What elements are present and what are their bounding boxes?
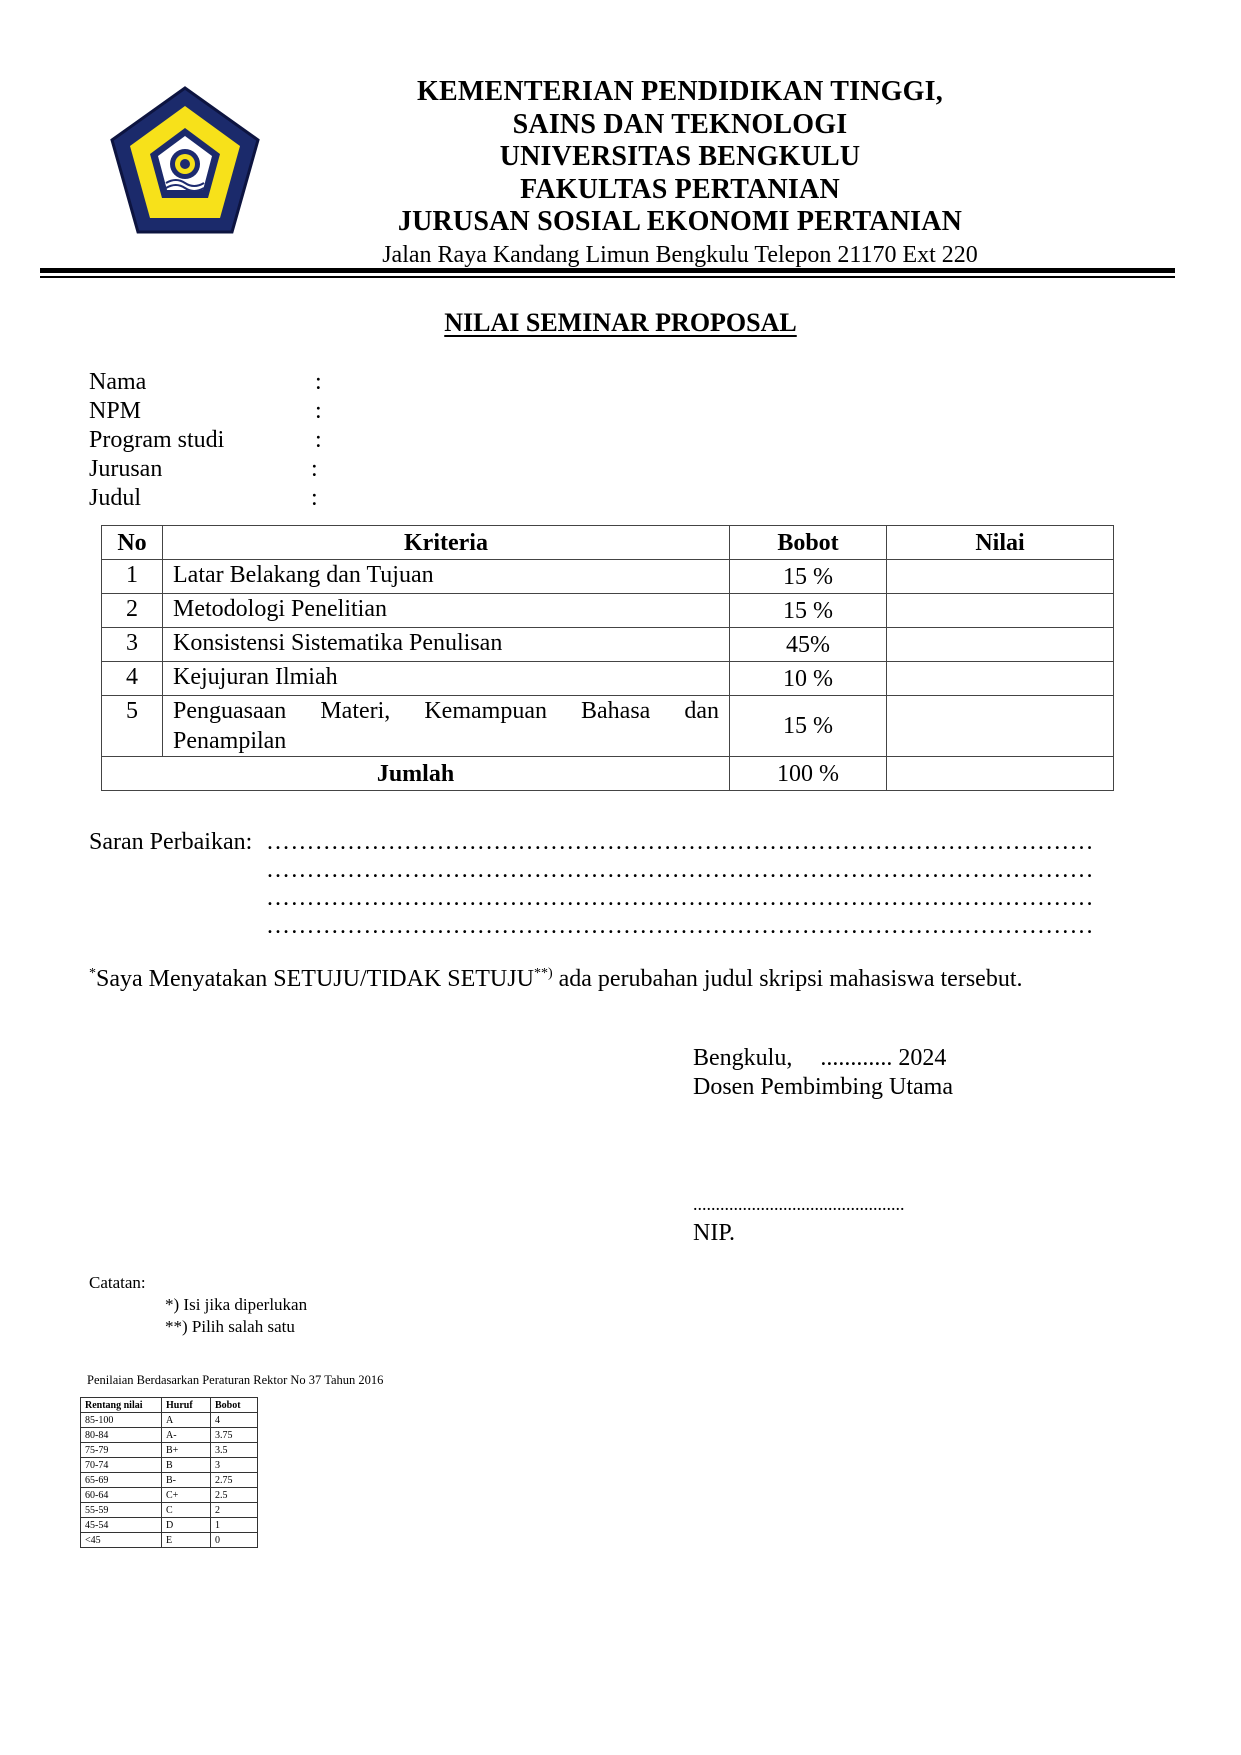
kriteria-line: Penampilan — [173, 728, 287, 754]
cell-kriteria: Konsistensi Sistematika Penulisan — [163, 628, 730, 662]
saran-dotted-line[interactable]: ………………………………………………………………………………………… — [266, 857, 1094, 883]
document-title-text: NILAI SEMINAR PROPOSAL — [444, 308, 797, 337]
date: ............ 2024 — [820, 1045, 947, 1071]
grading-cell: E — [162, 1533, 211, 1548]
grading-cell: 2.75 — [211, 1473, 258, 1488]
field-colon: : — [315, 427, 322, 453]
cell-nilai-input[interactable] — [887, 662, 1114, 696]
field-colon: : — [311, 456, 318, 482]
letterhead-line: FAKULTAS PERTANIAN — [520, 173, 840, 205]
grading-cell: 65-69 — [81, 1473, 162, 1488]
identity-row-judul — [89, 484, 449, 513]
grading-row — [81, 1428, 258, 1443]
note-item: **) Pilih salah satu — [165, 1317, 295, 1336]
notes — [89, 1272, 307, 1338]
grading-cell: C — [162, 1503, 211, 1518]
grading-cell: 80-84 — [81, 1428, 162, 1443]
grading-header-row — [81, 1398, 258, 1413]
field-colon: : — [311, 485, 318, 511]
signature-block — [693, 1044, 953, 1102]
cell-no: 5 — [102, 696, 163, 757]
cell-kriteria: Metodologi Penelitian — [163, 594, 730, 628]
place: Bengkulu, — [693, 1045, 793, 1071]
cell-no: 4 — [102, 662, 163, 696]
statement-text: ada perubahan judul skripsi mahasiswa tersebut. — [552, 966, 1023, 992]
grading-caption: Penilaian Berdasarkan Peraturan Rektor No 37 Tahun 2016 — [87, 1373, 384, 1387]
saran-label: Saran Perbaikan: — [89, 829, 253, 855]
cell-bobot: 15 % — [730, 560, 887, 594]
field-colon: : — [315, 369, 322, 395]
saran-dotted-line[interactable]: ………………………………………………………………………………………… — [266, 913, 1094, 939]
grading-row — [81, 1413, 258, 1428]
table-row — [102, 696, 1114, 757]
saran-row — [89, 884, 1094, 912]
letterhead-line: SAINS DAN TEKNOLOGI — [512, 108, 848, 140]
saran-row — [89, 912, 1094, 940]
table-header-row — [102, 526, 1114, 560]
cell-nilai-input[interactable] — [887, 560, 1114, 594]
statement-text: Saya Menyatakan SETUJU/TIDAK SETUJU — [96, 966, 534, 992]
grading-cell: 2 — [211, 1503, 258, 1518]
identity-row-npm — [89, 397, 449, 426]
total-nilai-input[interactable] — [887, 757, 1114, 791]
notes-title: Catatan: — [89, 1273, 146, 1292]
grading-row — [81, 1458, 258, 1473]
grading-cell: C+ — [162, 1488, 211, 1503]
header-nilai: Nilai — [887, 526, 1114, 560]
footnote-mark: * — [89, 966, 96, 981]
grading-row — [81, 1518, 258, 1533]
total-label: Jumlah — [102, 757, 730, 791]
grading-row — [81, 1488, 258, 1503]
grading-header: Bobot — [211, 1398, 258, 1413]
grading-cell: 55-59 — [81, 1503, 162, 1518]
identity-row-program-studi — [89, 426, 449, 455]
letterhead — [330, 76, 1030, 270]
header-kriteria: Kriteria — [163, 526, 730, 560]
grading-cell: 3.5 — [211, 1443, 258, 1458]
identity-row-nama — [89, 368, 449, 397]
header-bobot: Bobot — [730, 526, 887, 560]
cell-bobot: 15 % — [730, 594, 887, 628]
cell-no: 2 — [102, 594, 163, 628]
saran-section — [89, 828, 1094, 940]
grading-cell: 3 — [211, 1458, 258, 1473]
letterhead-address: Jalan Raya Kandang Limun Bengkulu Telepon 21170 Ext 220 — [382, 241, 978, 268]
letterhead-line: JURUSAN SOSIAL EKONOMI PERTANIAN — [397, 206, 963, 237]
cell-bobot: 15 % — [730, 696, 887, 757]
table-total-row — [102, 757, 1114, 791]
saran-row — [89, 856, 1094, 884]
field-label: Judul — [89, 485, 142, 511]
letterhead-line: KEMENTERIAN PENDIDIKAN TINGGI, — [417, 76, 943, 107]
grading-cell: A — [162, 1413, 211, 1428]
saran-dotted-line[interactable]: ………………………………………………………………………………………… — [266, 829, 1094, 855]
grading-cell: 4 — [211, 1413, 258, 1428]
grading-row — [81, 1533, 258, 1548]
grading-cell: A- — [162, 1428, 211, 1443]
letterhead-rule-thick — [40, 268, 1175, 273]
field-label: NPM — [89, 398, 142, 424]
grading-cell: B — [162, 1458, 211, 1473]
cell-bobot: 45% — [730, 628, 887, 662]
grading-cell: <45 — [81, 1533, 162, 1548]
grading-cell: 2.5 — [211, 1488, 258, 1503]
grading-cell: 3.75 — [211, 1428, 258, 1443]
cell-nilai-input[interactable] — [887, 696, 1114, 757]
cell-no: 3 — [102, 628, 163, 662]
grading-cell: D — [162, 1518, 211, 1533]
grading-cell: 0 — [211, 1533, 258, 1548]
field-label: Jurusan — [89, 456, 163, 482]
cell-kriteria: Latar Belakang dan Tujuan — [163, 560, 730, 594]
cell-bobot: 10 % — [730, 662, 887, 696]
table-row — [102, 662, 1114, 696]
cell-kriteria: Kejujuran Ilmiah — [163, 662, 730, 696]
letterhead-rule-thin — [40, 276, 1175, 278]
grading-row — [81, 1473, 258, 1488]
grading-cell: 60-64 — [81, 1488, 162, 1503]
field-label: Program studi — [89, 427, 225, 453]
grading-cell: B- — [162, 1473, 211, 1488]
saran-dotted-line[interactable]: ………………………………………………………………………………………… — [266, 885, 1094, 911]
cell-nilai-input[interactable] — [887, 594, 1114, 628]
nip-label: NIP. — [693, 1220, 736, 1246]
grading-cell: 70-74 — [81, 1458, 162, 1473]
letterhead-line: UNIVERSITAS BENGKULU — [499, 141, 861, 172]
cell-no: 1 — [102, 560, 163, 594]
saran-row — [89, 828, 1094, 856]
grading-header: Huruf — [162, 1398, 211, 1413]
header-no: No — [102, 526, 163, 560]
kriteria-line: Penguasaan Materi, Kemampuan Bahasa dan — [173, 698, 719, 724]
table-row — [102, 628, 1114, 662]
identity-row-jurusan — [89, 455, 449, 484]
grading-header: Rentang nilai — [81, 1398, 162, 1413]
grading-cell: B+ — [162, 1443, 211, 1458]
grading-cell: 1 — [211, 1518, 258, 1533]
document-title — [0, 308, 1241, 338]
signature-line[interactable]: ............................................... — [693, 1194, 905, 1214]
table-row — [102, 560, 1114, 594]
score-table — [101, 525, 1114, 791]
grading-cell: 45-54 — [81, 1518, 162, 1533]
table-row — [102, 594, 1114, 628]
grading-row — [81, 1503, 258, 1518]
cell-kriteria — [163, 696, 730, 757]
approval-statement — [89, 966, 1022, 993]
field-colon: : — [315, 398, 322, 424]
identity-fields — [89, 368, 449, 513]
field-label: Nama — [89, 369, 147, 395]
cell-nilai-input[interactable] — [887, 628, 1114, 662]
university-logo — [108, 84, 262, 238]
grading-table — [80, 1397, 258, 1548]
grading-row — [81, 1443, 258, 1458]
footnote-mark: **) — [533, 966, 553, 981]
total-bobot: 100 % — [730, 757, 887, 791]
grading-cell: 85-100 — [81, 1413, 162, 1428]
date-line — [693, 1044, 953, 1073]
note-item: *) Isi jika diperlukan — [165, 1295, 308, 1314]
grading-cell: 75-79 — [81, 1443, 162, 1458]
signer-role: Dosen Pembimbing Utama — [693, 1074, 953, 1100]
